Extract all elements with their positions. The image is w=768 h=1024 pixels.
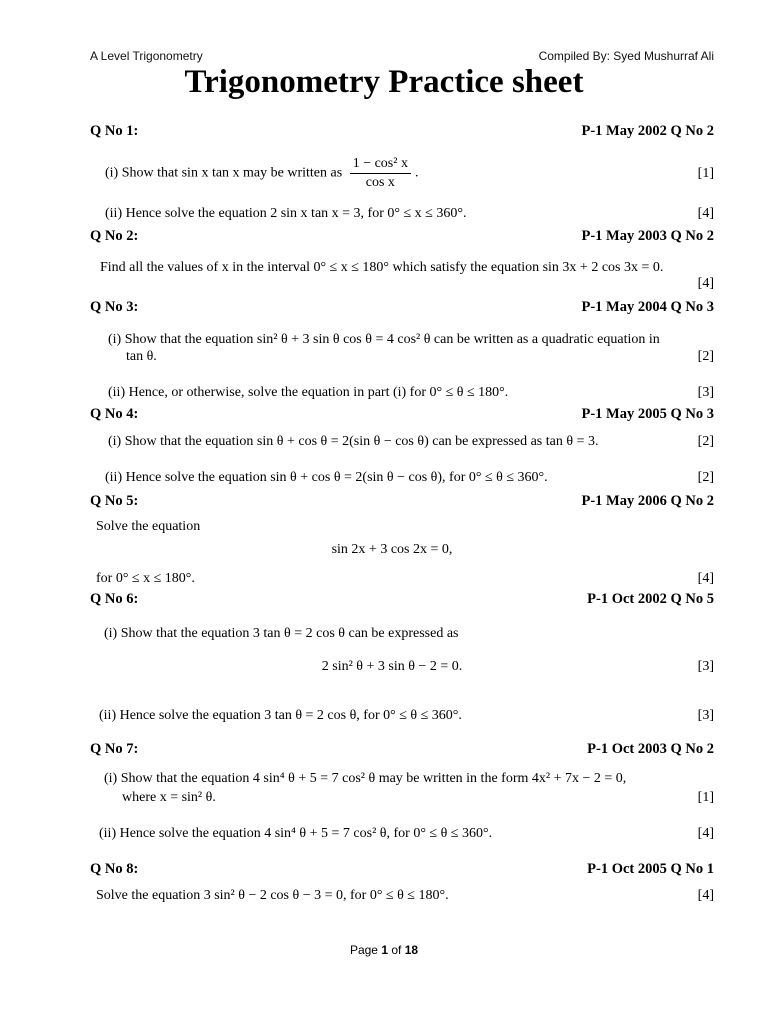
question-label: Q No 1: <box>90 123 139 139</box>
header-left: A Level Trigonometry <box>90 49 203 63</box>
question-label: Q No 8: <box>90 861 139 877</box>
question-source: P-1 May 2003 Q No 2 <box>581 228 714 244</box>
mark: [3] <box>697 708 714 723</box>
mark: [2] <box>697 470 714 485</box>
mark: [4] <box>697 276 714 291</box>
fraction <box>350 156 411 191</box>
mark: [4] <box>697 206 714 221</box>
line-text: (i) Show that sin x tan x may be written as <box>105 165 343 181</box>
footer-total-pages: 18 <box>404 943 419 957</box>
centered-equation: 2 sin² θ + 3 sin θ − 2 = 0. <box>321 659 463 674</box>
question-4-header <box>90 406 714 423</box>
question-source: P-1 Oct 2005 Q No 1 <box>587 861 714 877</box>
question-line <box>96 571 714 587</box>
mark: [4] <box>697 571 714 586</box>
question-source: P-1 May 2005 Q No 3 <box>581 406 714 422</box>
question-source: P-1 May 2006 Q No 2 <box>581 493 714 509</box>
question-line <box>104 659 714 675</box>
mark: [4] <box>697 888 714 903</box>
question-label: Q No 3: <box>90 299 139 315</box>
question-1-header <box>90 123 714 140</box>
line-text: for 0° ≤ x ≤ 180°. <box>96 571 195 586</box>
line-text: (ii) Hence solve the equation 4 sin⁴ θ + 5 = 7 cos² θ, for 0° ≤ θ ≤ 360°. <box>99 826 493 841</box>
question-6-header <box>90 591 714 608</box>
line-text: Find all the values of x in the interval 0° ≤ x ≤ 180° which satisfy the equation sin 3x + 2 cos 3x = 0. <box>100 260 664 275</box>
question-line <box>122 790 714 806</box>
line-text: (i) Show that the equation 4 sin⁴ θ + 5 = 7 cos² θ may be written in the form 4x² + 7x − 2 = 0, <box>104 771 627 786</box>
line-text: where x = sin² θ. <box>122 790 216 805</box>
question-line <box>105 206 714 222</box>
question-line <box>99 826 714 842</box>
page-title: Trigonometry Practice sheet <box>184 64 584 100</box>
fraction-denominator: cos x <box>365 175 395 190</box>
line-text: (ii) Hence solve the equation 3 tan θ = 2 cos θ, for 0° ≤ θ ≤ 360°. <box>99 708 462 723</box>
question-line <box>104 626 714 642</box>
mark: [3] <box>697 385 714 400</box>
question-line <box>104 771 714 787</box>
footer-separator: of <box>391 943 402 957</box>
question-line <box>96 888 714 904</box>
mark: [2] <box>697 434 714 449</box>
question-7-header <box>90 741 714 758</box>
question-5-header <box>90 493 714 510</box>
question-source: P-1 Oct 2002 Q No 5 <box>587 591 714 607</box>
question-8-header <box>90 861 714 878</box>
line-text: (i) Show that the equation sin θ + cos θ = 2(sin θ − cos θ) can be expressed as tan θ = 3. <box>108 434 599 449</box>
question-source: P-1 Oct 2003 Q No 2 <box>587 741 714 757</box>
question-3-header <box>90 299 714 316</box>
question-2-header <box>90 228 714 245</box>
question-line <box>100 260 714 276</box>
question-line <box>108 332 714 348</box>
fraction-numerator: 1 − cos² x <box>350 156 411 174</box>
footer-current-page: 1 <box>381 943 388 957</box>
question-source: P-1 May 2002 Q No 2 <box>581 123 714 139</box>
mark: [4] <box>697 826 714 841</box>
question-label: Q No 2: <box>90 228 139 244</box>
question-line <box>99 708 714 724</box>
line-text: (ii) Hence, or otherwise, solve the equation in part (i) for 0° ≤ θ ≤ 180°. <box>108 385 509 400</box>
mark: [1] <box>697 165 714 181</box>
line-text-end: . <box>414 165 419 181</box>
question-line <box>96 519 714 535</box>
page-number-footer <box>0 943 768 957</box>
line-text: Solve the equation 3 sin² θ − 2 cos θ − 3 = 0, for 0° ≤ θ ≤ 180°. <box>96 888 449 903</box>
question-line <box>108 434 714 450</box>
mark: [3] <box>697 659 714 674</box>
line-text: tan θ. <box>126 349 157 364</box>
question-label: Q No 4: <box>90 406 139 422</box>
line-text: (i) Show that the equation sin² θ + 3 sin θ cos θ = 4 cos² θ can be written as a quadratic equation in <box>108 332 660 347</box>
mark: [2] <box>697 349 714 364</box>
question-label: Q No 5: <box>90 493 139 509</box>
line-text: (ii) Hence solve the equation 2 sin x tan x = 3, for 0° ≤ x ≤ 360°. <box>105 206 467 221</box>
question-line <box>105 470 714 486</box>
header-right: Compiled By: Syed Mushurraf Ali <box>538 49 714 63</box>
line-text: (ii) Hence solve the equation sin θ + cos θ = 2(sin θ − cos θ), for 0° ≤ θ ≤ 360°. <box>105 470 548 485</box>
question-line <box>126 349 714 365</box>
centered-equation: sin 2x + 3 cos 2x = 0, <box>331 542 453 557</box>
question-line <box>100 276 714 292</box>
line-text: (i) Show that the equation 3 tan θ = 2 cos θ can be expressed as <box>104 626 459 641</box>
mark: [1] <box>697 790 714 805</box>
question-label: Q No 6: <box>90 591 139 607</box>
question-source: P-1 May 2004 Q No 3 <box>581 299 714 315</box>
question-line <box>105 156 714 191</box>
question-line <box>108 385 714 401</box>
line-text: Solve the equation <box>96 519 201 534</box>
question-label: Q No 7: <box>90 741 139 757</box>
footer-prefix: Page <box>349 943 378 957</box>
